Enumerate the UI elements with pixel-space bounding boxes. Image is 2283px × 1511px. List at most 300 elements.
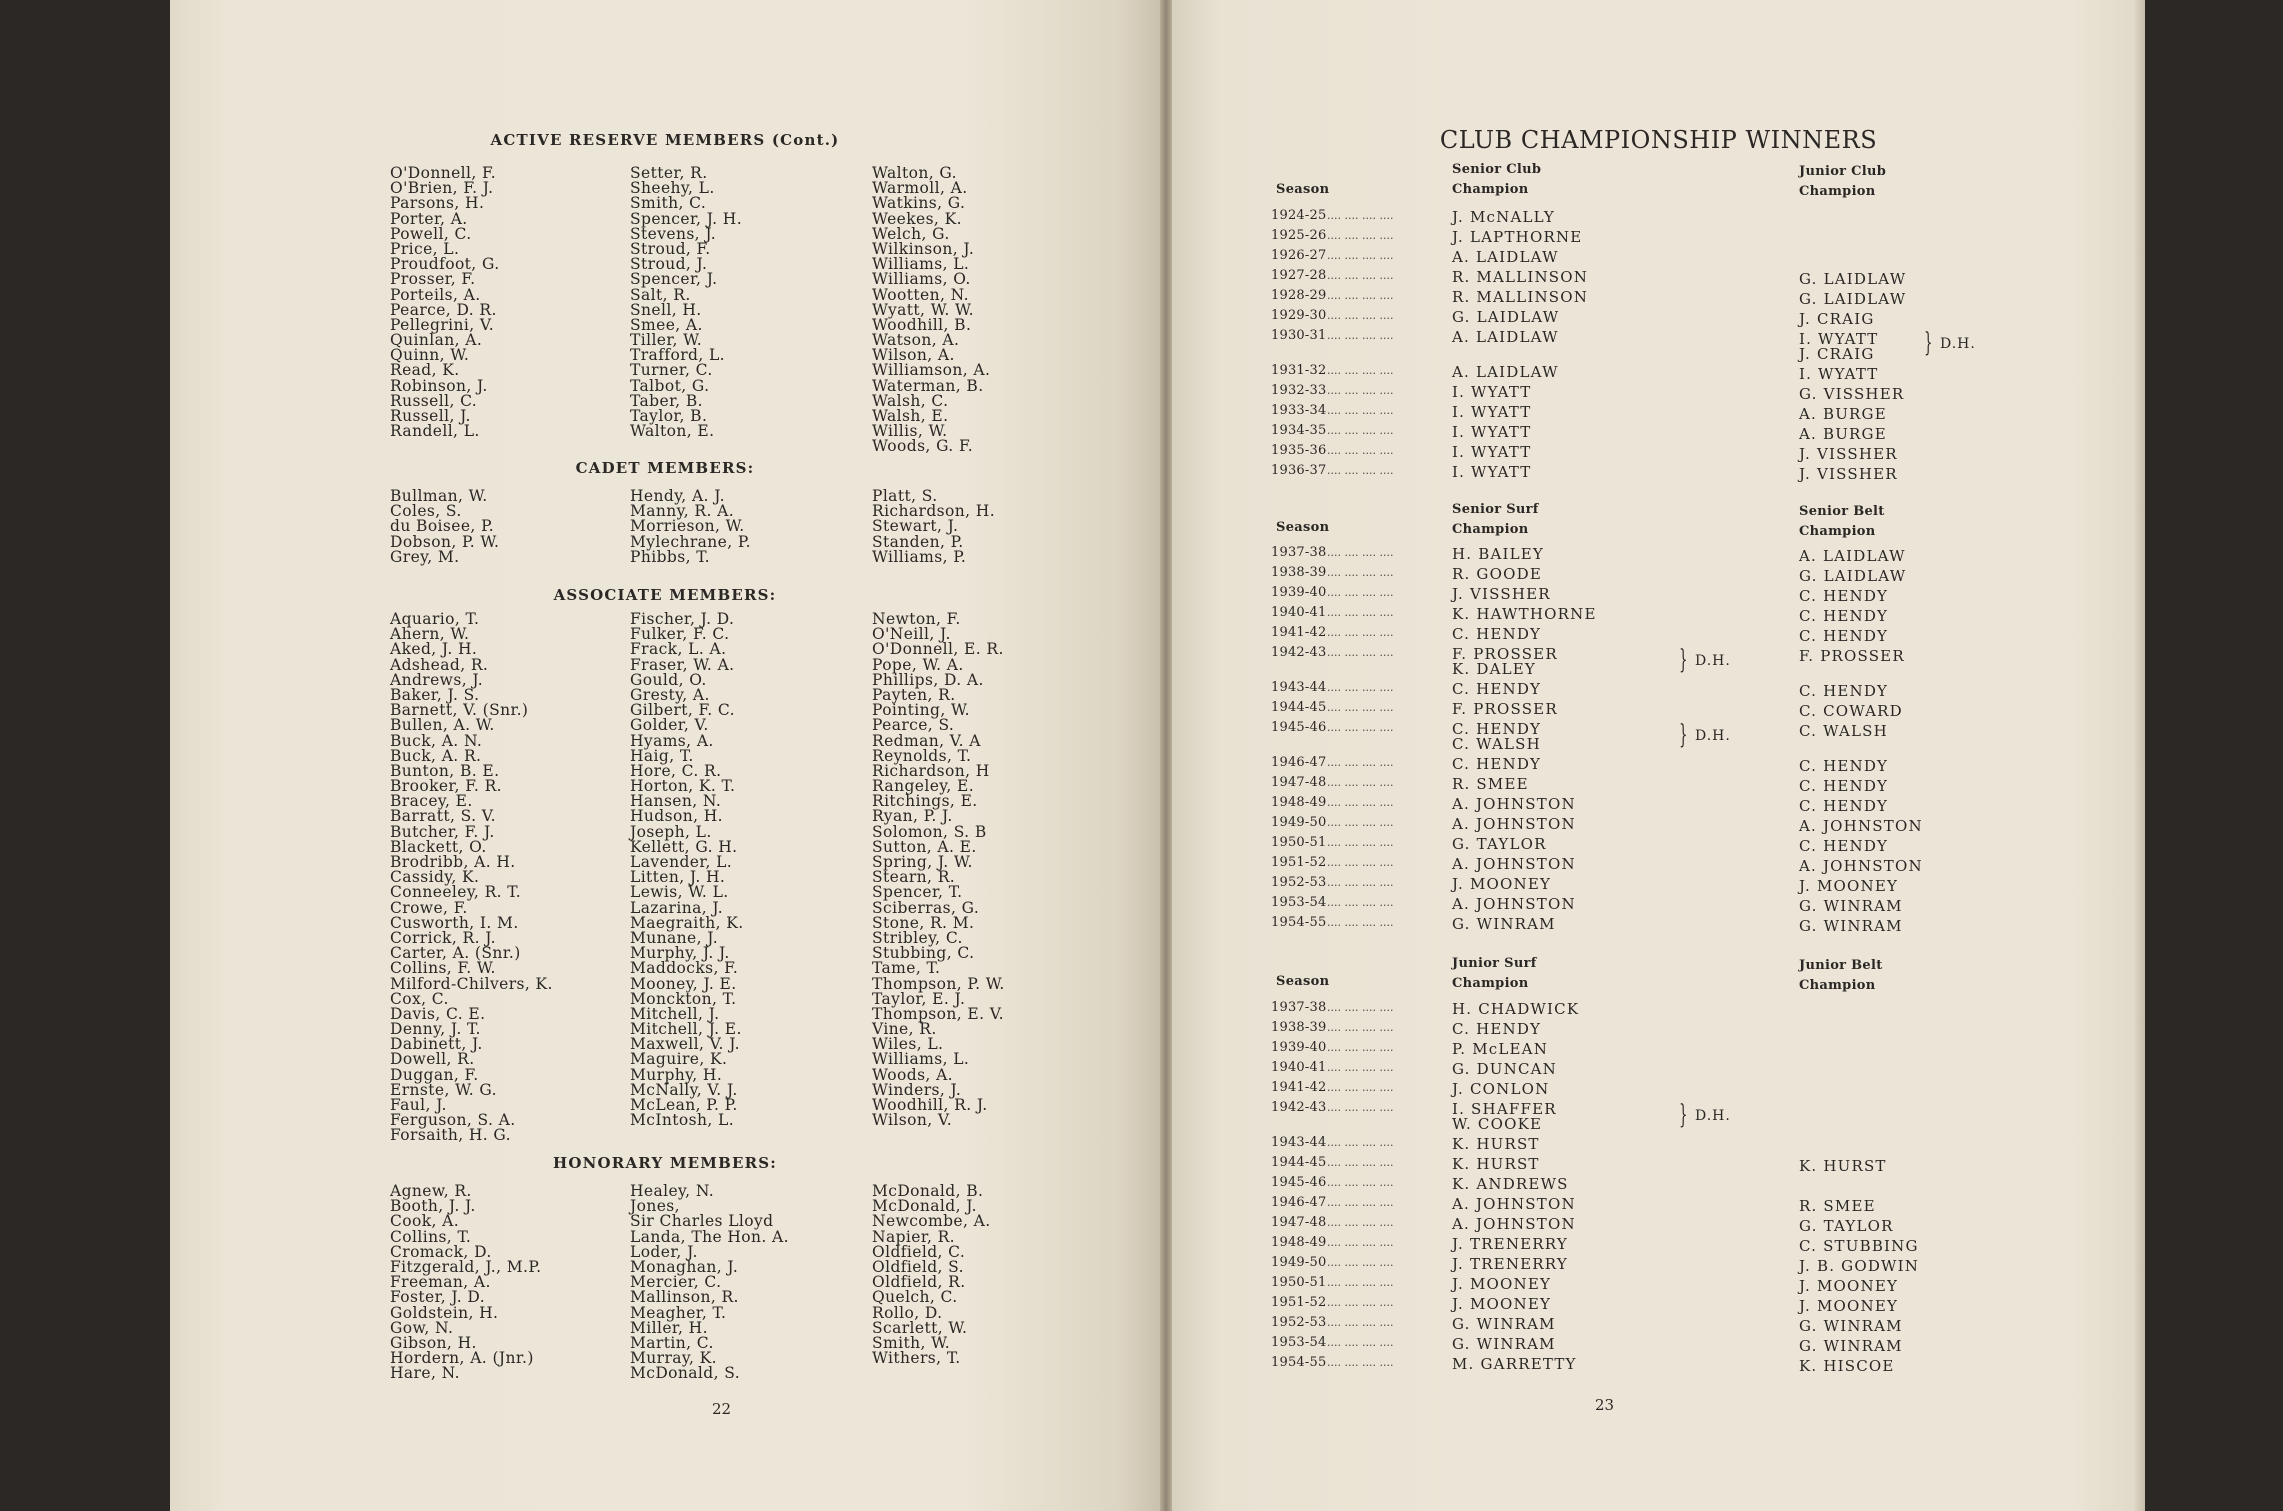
- column-header-line: Champion: [1452, 976, 1529, 991]
- champion-row: [1172, 875, 2145, 895]
- member-name: Platt, S.: [872, 487, 938, 505]
- member-name: Carter, A. (Snr.): [390, 944, 521, 963]
- junior-winner-cell: G. WINRAM: [1799, 1317, 1903, 1335]
- member-name: Aquario, T.: [390, 610, 480, 628]
- member-name: Powell, C.: [390, 224, 472, 243]
- member-name: Miller, H.: [630, 1318, 708, 1337]
- junior-winner-cell: C. HENDY: [1799, 587, 1889, 605]
- book-spread: [170, 0, 2145, 1511]
- column-header-line: Junior Club: [1799, 164, 1887, 179]
- champion-row: [1172, 1135, 2145, 1155]
- leader-dots: .... .... .... ....: [1327, 1176, 1394, 1189]
- section-title: CADET MEMBERS:: [575, 459, 755, 477]
- season-cell: 1950-51: [1271, 835, 1327, 850]
- member-name: Golder, V.: [630, 716, 709, 735]
- champion-row: [1172, 1355, 2145, 1375]
- member-name: Hyams, A.: [630, 731, 714, 750]
- champion-row: [1172, 895, 2145, 915]
- leader-dots: .... .... .... ....: [1327, 776, 1394, 789]
- leader-dots: .... .... .... ....: [1327, 404, 1394, 417]
- member-name: Wyatt, W. W.: [872, 300, 974, 319]
- champion-row: [1172, 855, 2145, 875]
- leader-dots: .... .... .... ....: [1327, 364, 1394, 377]
- member-name: Cusworth, I. M.: [390, 913, 519, 932]
- member-name: Brooker, F. R.: [390, 777, 502, 796]
- right-page: [1172, 0, 2145, 1511]
- season-cell: 1953-54: [1271, 1335, 1327, 1350]
- leader-dots: .... .... .... ....: [1327, 916, 1394, 929]
- page-number-23: 23: [1595, 1396, 1615, 1414]
- senior-winner-cell: C. HENDY: [1452, 1020, 1542, 1038]
- senior-winner-cell: F. PROSSER: [1452, 645, 1558, 663]
- season-cell: 1937-38: [1271, 545, 1327, 560]
- champion-row: [1172, 1080, 2145, 1100]
- member-name: Frack, L. A.: [630, 640, 727, 659]
- senior-winner-cell: C. HENDY: [1452, 755, 1542, 773]
- column-header-line: Junior Surf: [1452, 956, 1537, 971]
- leader-dots: .... .... .... ....: [1327, 1236, 1394, 1249]
- champion-row: [1172, 1040, 2145, 1060]
- member-name: Wiles, L.: [872, 1035, 944, 1054]
- junior-winner-cell: K. HURST: [1799, 1157, 1887, 1175]
- leader-dots: .... .... .... ....: [1327, 876, 1394, 889]
- junior-winner-cell: C. HENDY: [1799, 797, 1889, 815]
- member-name: Horton, K. T.: [630, 777, 736, 796]
- member-name: Adshead, R.: [390, 655, 489, 674]
- champion-row: [1172, 403, 2145, 423]
- season-cell: 1946-47: [1271, 1195, 1327, 1210]
- leader-dots: .... .... .... ....: [1327, 229, 1394, 242]
- senior-winner-cell: A. JOHNSTON: [1452, 795, 1576, 813]
- junior-winner-cell: C. WALSH: [1799, 722, 1888, 740]
- column-header-line: Champion: [1452, 182, 1529, 197]
- member-name: Salt, R.: [630, 285, 691, 304]
- champion-row: [1172, 720, 2145, 753]
- member-name: Conneeley, R. T.: [390, 883, 522, 902]
- senior-winner-cell: J. LAPTHORNE: [1452, 228, 1583, 246]
- senior-winner-cell: K. ANDREWS: [1452, 1175, 1569, 1193]
- senior-winner-cell: I. SHAFFER: [1452, 1100, 1557, 1118]
- season-cell: 1929-30: [1271, 308, 1327, 323]
- season-cell: 1943-44: [1271, 1135, 1327, 1150]
- champion-row: [1172, 443, 2145, 463]
- junior-winner-cell: C. HENDY: [1799, 777, 1889, 795]
- member-name: Denny, J. T.: [390, 1020, 481, 1039]
- season-cell: 1930-31: [1271, 328, 1327, 343]
- member-name: Robinson, J.: [390, 376, 488, 395]
- champion-row: [1172, 1295, 2145, 1315]
- column-header: [1452, 160, 1541, 200]
- season-cell: 1952-53: [1271, 1315, 1327, 1330]
- member-name: Smith, C.: [630, 194, 707, 213]
- junior-winner-cell: A. LAIDLAW: [1799, 547, 1906, 565]
- leader-dots: .... .... .... ....: [1327, 1136, 1394, 1149]
- champion-row: [1172, 328, 2145, 363]
- member-name: Agnew, R.: [390, 1182, 472, 1200]
- senior-winner-cell: G. LAIDLAW: [1452, 308, 1560, 326]
- leader-dots: .... .... .... ....: [1327, 209, 1394, 222]
- member-column: [872, 489, 995, 565]
- senior-winner-cell: H. BAILEY: [1452, 545, 1545, 563]
- leader-dots: .... .... .... ....: [1327, 896, 1394, 909]
- member-name: Ritchings, E.: [872, 792, 978, 811]
- season-cell: 1931-32: [1271, 363, 1327, 378]
- leader-dots: .... .... .... ....: [1327, 646, 1394, 659]
- champion-row: [1172, 363, 2145, 383]
- member-name: Maxwell, V. J.: [630, 1035, 740, 1054]
- member-name: Dabinett, J.: [390, 1035, 483, 1054]
- member-name: Williams, L.: [872, 255, 970, 274]
- leader-dots: .... .... .... ....: [1327, 289, 1394, 302]
- member-name: Richardson, H.: [872, 502, 996, 521]
- champion-row: [1172, 565, 2145, 585]
- column-header-line: Champion: [1452, 522, 1529, 537]
- junior-winner-cell: I. WYATT: [1799, 330, 1879, 348]
- member-name: Solomon, S. B: [872, 822, 987, 841]
- champion-row: [1172, 288, 2145, 308]
- champion-row: [1172, 383, 2145, 403]
- senior-winner-cell: G. DUNCAN: [1452, 1060, 1558, 1078]
- member-name: Proudfoot, G.: [390, 255, 500, 274]
- leader-dots: .... .... .... ....: [1327, 816, 1394, 829]
- member-name: McDonald, S.: [630, 1364, 741, 1383]
- member-name: Morrieson, W.: [630, 517, 745, 536]
- champion-row: [1172, 645, 2145, 678]
- member-name: Loder, J.: [630, 1242, 698, 1261]
- member-name: Walsh, E.: [872, 407, 949, 425]
- senior-winner-cell: A. LAIDLAW: [1452, 363, 1559, 381]
- member-name: Newton, F.: [872, 610, 961, 628]
- member-name: Wilson, A.: [872, 346, 955, 365]
- member-name: Bracey, E.: [390, 792, 473, 811]
- member-name: Russell, J.: [390, 407, 471, 425]
- champion-row: [1172, 1155, 2145, 1175]
- member-name: Spencer, J. H.: [630, 209, 743, 228]
- member-name: Buck, A. R.: [390, 746, 482, 765]
- junior-winner-cell: J. MOONEY: [1799, 1277, 1899, 1295]
- member-name: Gow, N.: [390, 1318, 454, 1337]
- member-name: Foster, J. D.: [390, 1288, 486, 1307]
- champion-row: [1172, 268, 2145, 288]
- member-name: Taylor, B.: [630, 407, 708, 425]
- champion-row: [1172, 208, 2145, 228]
- season-cell: 1924-25: [1271, 208, 1327, 223]
- junior-winner-cell: C. HENDY: [1799, 837, 1889, 855]
- page-edge: [2135, 0, 2145, 1511]
- season-cell: 1937-38: [1271, 1000, 1327, 1015]
- leader-dots: .... .... .... ....: [1327, 464, 1394, 477]
- member-name: Murphy, H.: [630, 1065, 723, 1084]
- junior-winner-cell: C. STUBBING: [1799, 1237, 1919, 1255]
- dead-heat-brace: }: [1679, 645, 1688, 675]
- member-name: Newcombe, A.: [872, 1212, 991, 1231]
- member-name: Talbot, G.: [630, 376, 710, 395]
- member-name: Gresty, A.: [630, 685, 710, 704]
- member-name: Williams, L.: [872, 1050, 970, 1069]
- member-name: Buck, A. N.: [390, 731, 483, 750]
- member-name: Standen, P.: [872, 532, 964, 551]
- column-header: [1452, 500, 1539, 540]
- member-column: [390, 612, 553, 1144]
- junior-winner-cell: J. B. GODWIN: [1799, 1257, 1920, 1275]
- senior-winner-cell: R. SMEE: [1452, 775, 1529, 793]
- junior-winner-cell: R. SMEE: [1799, 1197, 1876, 1215]
- member-name: Joseph, L.: [630, 822, 712, 841]
- member-name: Walton, E.: [630, 422, 715, 441]
- leader-dots: .... .... .... ....: [1327, 681, 1394, 694]
- senior-winner-cell: G. WINRAM: [1452, 1315, 1556, 1333]
- member-name: O'Neill, J.: [872, 625, 951, 644]
- member-name: Dobson, P. W.: [390, 532, 500, 551]
- member-name: Stewart, J.: [872, 517, 959, 536]
- champion-row: [1172, 1175, 2145, 1195]
- leader-dots: .... .... .... ....: [1327, 586, 1394, 599]
- dead-heat-brace: }: [1924, 328, 1933, 358]
- member-name: Ferguson, S. A.: [390, 1111, 516, 1130]
- column-header-line: Senior Club: [1452, 162, 1542, 177]
- member-name: O'Donnell, E. R.: [872, 640, 1004, 659]
- junior-winner-cell: A. BURGE: [1799, 425, 1887, 443]
- junior-winner-cell: A. JOHNSTON: [1799, 857, 1923, 875]
- member-name: Bullen, A. W.: [390, 716, 495, 735]
- junior-winner-cell: J. MOONEY: [1799, 877, 1899, 895]
- member-name: Monckton, T.: [630, 989, 737, 1008]
- champion-row: [1172, 625, 2145, 645]
- leader-dots: .... .... .... ....: [1327, 269, 1394, 282]
- season-cell: 1928-29: [1271, 288, 1327, 303]
- member-name: Pearce, D. R.: [390, 300, 497, 319]
- member-name: Withers, T.: [872, 1349, 961, 1368]
- member-name: Duggan, F.: [390, 1065, 479, 1084]
- member-name: Russell, C.: [390, 391, 478, 410]
- member-name: Sciberras, G.: [872, 898, 980, 917]
- member-name: Fulker, F. C.: [630, 625, 730, 644]
- junior-winner-cell: J. CRAIG: [1799, 345, 1875, 363]
- book-gutter: [1160, 0, 1172, 1511]
- member-column: [630, 489, 751, 565]
- season-cell: 1949-50: [1271, 815, 1327, 830]
- member-name: Maddocks, F.: [630, 959, 739, 978]
- member-name: Booth, J. J.: [390, 1197, 476, 1216]
- leader-dots: .... .... .... ....: [1327, 1041, 1394, 1054]
- member-name: Pointing, W.: [872, 701, 970, 720]
- junior-winner-cell: G. WINRAM: [1799, 897, 1903, 915]
- column-header-line: Champion: [1799, 978, 1876, 993]
- champion-row: [1172, 700, 2145, 720]
- member-name: Collins, F. W.: [390, 959, 496, 978]
- champion-row: [1172, 228, 2145, 248]
- season-cell: 1945-46: [1271, 720, 1327, 735]
- senior-winner-cell: J. TRENERRY: [1452, 1235, 1568, 1253]
- member-name: Barnett, V. (Snr.): [390, 701, 529, 720]
- champion-row: [1172, 1060, 2145, 1080]
- senior-winner-cell: J. VISSHER: [1452, 585, 1551, 603]
- season-cell: 1936-37: [1271, 463, 1327, 478]
- column-header-line: Senior Surf: [1452, 502, 1539, 517]
- champion-row: [1172, 248, 2145, 268]
- season-cell: 1942-43: [1271, 645, 1327, 660]
- member-name: Williams, P.: [872, 547, 967, 566]
- member-name: O'Brien, F. J.: [390, 179, 494, 198]
- member-name: Welch, G.: [872, 224, 950, 243]
- member-name: McIntosh, L.: [630, 1111, 735, 1130]
- member-name: Monaghan, J.: [630, 1257, 739, 1276]
- member-name: Williamson, A.: [872, 361, 991, 380]
- senior-winner-cell: A. JOHNSTON: [1452, 1215, 1576, 1233]
- member-name: O'Donnell, F.: [390, 164, 497, 182]
- member-name: Walsh, C.: [872, 391, 949, 410]
- member-name: Barratt, S. V.: [390, 807, 496, 826]
- leader-dots: .... .... .... ....: [1327, 566, 1394, 579]
- member-name: Woodhill, R. J.: [872, 1096, 988, 1114]
- leader-dots: .... .... .... ....: [1327, 1196, 1394, 1209]
- senior-winner-cell: G. TAYLOR: [1452, 835, 1547, 853]
- senior-winner-cell: I. WYATT: [1452, 443, 1532, 461]
- senior-winner-cell: J. MOONEY: [1452, 1295, 1552, 1313]
- champion-row: [1172, 1315, 2145, 1335]
- champion-row: [1172, 545, 2145, 565]
- member-name: Goldstein, H.: [390, 1303, 499, 1322]
- member-name: Waterman, B.: [872, 376, 984, 395]
- senior-winner-cell: W. COOKE: [1452, 1115, 1543, 1133]
- member-name: Oldfield, R.: [872, 1273, 966, 1292]
- member-name: Mitchell, J.: [630, 1004, 720, 1023]
- left-page: [170, 0, 1160, 1511]
- season-cell: 1927-28: [1271, 268, 1327, 283]
- member-name: Kellett, G. H.: [630, 837, 738, 856]
- member-name: Quinn, W.: [390, 346, 470, 365]
- senior-winner-cell: I. WYATT: [1452, 463, 1532, 481]
- member-name: Stearn, R.: [872, 868, 956, 887]
- season-cell: 1943-44: [1271, 680, 1327, 695]
- leader-dots: .... .... .... ....: [1327, 329, 1394, 342]
- leader-dots: .... .... .... ....: [1327, 1256, 1394, 1269]
- member-name: Snell, H.: [630, 300, 702, 319]
- champion-row: [1172, 775, 2145, 795]
- season-cell: 1944-45: [1271, 700, 1327, 715]
- member-name: Wilkinson, J.: [872, 239, 975, 258]
- season-cell: 1951-52: [1271, 855, 1327, 870]
- member-name: Murray, K.: [630, 1349, 717, 1368]
- section-title: HONORARY MEMBERS:: [552, 1154, 778, 1172]
- member-column: [872, 166, 990, 455]
- season-cell: 1939-40: [1271, 1040, 1327, 1055]
- member-name: Gilbert, F. C.: [630, 701, 735, 720]
- club-championship-title: CLUB CHAMPIONSHIP WINNERS: [1439, 126, 1878, 154]
- season-cell: 1940-41: [1271, 605, 1327, 620]
- member-name: Cox, C.: [390, 989, 449, 1008]
- member-name: Wootten, N.: [872, 285, 969, 304]
- member-name: Woods, G. F.: [872, 437, 974, 456]
- member-name: Ernste, W. G.: [390, 1080, 497, 1099]
- member-name: Spencer, T.: [872, 883, 963, 902]
- senior-winner-cell: C. HENDY: [1452, 680, 1542, 698]
- leader-dots: .... .... .... ....: [1327, 701, 1394, 714]
- section-title: ACTIVE RESERVE MEMBERS (Cont.): [490, 131, 840, 149]
- leader-dots: .... .... .... ....: [1327, 1296, 1394, 1309]
- member-name: Blackett, O.: [390, 837, 487, 856]
- leader-dots: .... .... .... ....: [1327, 1061, 1394, 1074]
- senior-winner-cell: P. McLEAN: [1452, 1040, 1549, 1058]
- member-name: Hare, N.: [390, 1364, 460, 1383]
- season-cell: 1934-35: [1271, 423, 1327, 438]
- member-name: Collins, T.: [390, 1227, 472, 1246]
- season-cell: 1947-48: [1271, 1215, 1327, 1230]
- leader-dots: .... .... .... ....: [1327, 424, 1394, 437]
- season-cell: 1926-27: [1271, 248, 1327, 263]
- dead-heat-label: D.H.: [1695, 728, 1731, 744]
- member-name: Mooney, J. E.: [630, 974, 737, 993]
- member-name: Butcher, F. J.: [390, 822, 495, 841]
- member-name: Andrews, J.: [390, 670, 484, 689]
- member-name: Winders, J.: [872, 1080, 962, 1099]
- member-name: Price, L.: [390, 239, 460, 258]
- member-name: Smee, A.: [630, 315, 703, 334]
- senior-winner-cell: C. HENDY: [1452, 625, 1542, 643]
- leader-dots: .... .... .... ....: [1327, 309, 1394, 322]
- senior-winner-cell: K. DALEY: [1452, 660, 1537, 678]
- leader-dots: .... .... .... ....: [1327, 249, 1394, 262]
- member-name: Lazarina, J.: [630, 898, 724, 917]
- champion-row: [1172, 308, 2145, 328]
- member-name: McNally, V. J.: [630, 1080, 738, 1099]
- member-name: Corrick, R. J.: [390, 928, 496, 947]
- member-name: Scarlett, W.: [872, 1318, 968, 1337]
- season-cell: 1945-46: [1271, 1175, 1327, 1190]
- champion-row: [1172, 680, 2145, 700]
- member-name: Gould, O.: [630, 670, 707, 689]
- season-cell: 1935-36: [1271, 443, 1327, 458]
- member-column: [630, 1184, 789, 1381]
- dead-heat-brace: }: [1679, 1100, 1688, 1130]
- leader-dots: .... .... .... ....: [1327, 796, 1394, 809]
- leader-dots: .... .... .... ....: [1327, 836, 1394, 849]
- junior-winner-cell: G. WINRAM: [1799, 917, 1903, 935]
- member-name: Forsaith, H. G.: [390, 1126, 511, 1145]
- season-cell: 1938-39: [1271, 565, 1327, 580]
- member-name: Redman, V. A: [872, 731, 981, 750]
- member-name: Sheehy, L.: [630, 179, 715, 198]
- member-name: Willis, W.: [872, 422, 948, 441]
- member-name: du Boisee, P.: [390, 517, 495, 536]
- champion-row: [1172, 1215, 2145, 1235]
- junior-winner-cell: C. HENDY: [1799, 682, 1889, 700]
- season-cell: 1944-45: [1271, 1155, 1327, 1170]
- member-name: Bullman, W.: [390, 487, 488, 505]
- member-name: Aked, J. H.: [390, 640, 478, 659]
- member-name: Pearce, S.: [872, 716, 955, 735]
- member-name: Murphy, J. J.: [630, 944, 730, 963]
- leader-dots: .... .... .... ....: [1327, 756, 1394, 769]
- senior-winner-cell: A. LAIDLAW: [1452, 248, 1559, 266]
- member-name: McDonald, J.: [872, 1197, 978, 1216]
- column-header: [1799, 502, 1885, 542]
- senior-winner-cell: J. MOONEY: [1452, 1275, 1552, 1293]
- member-name: Milford-Chilvers, K.: [390, 974, 553, 993]
- member-column: [390, 1184, 541, 1381]
- season-cell: 1947-48: [1271, 775, 1327, 790]
- senior-winner-cell: I. WYATT: [1452, 403, 1532, 421]
- member-name: Stubbing, C.: [872, 944, 975, 963]
- senior-winner-cell: R. GOODE: [1452, 565, 1542, 583]
- season-cell: 1946-47: [1271, 755, 1327, 770]
- junior-winner-cell: G. LAIDLAW: [1799, 567, 1907, 585]
- junior-winner-cell: G. TAYLOR: [1799, 1217, 1894, 1235]
- member-name: Woods, A.: [872, 1065, 953, 1084]
- champion-row: [1172, 815, 2145, 835]
- member-name: Dowell, R.: [390, 1050, 475, 1069]
- season-cell: 1953-54: [1271, 895, 1327, 910]
